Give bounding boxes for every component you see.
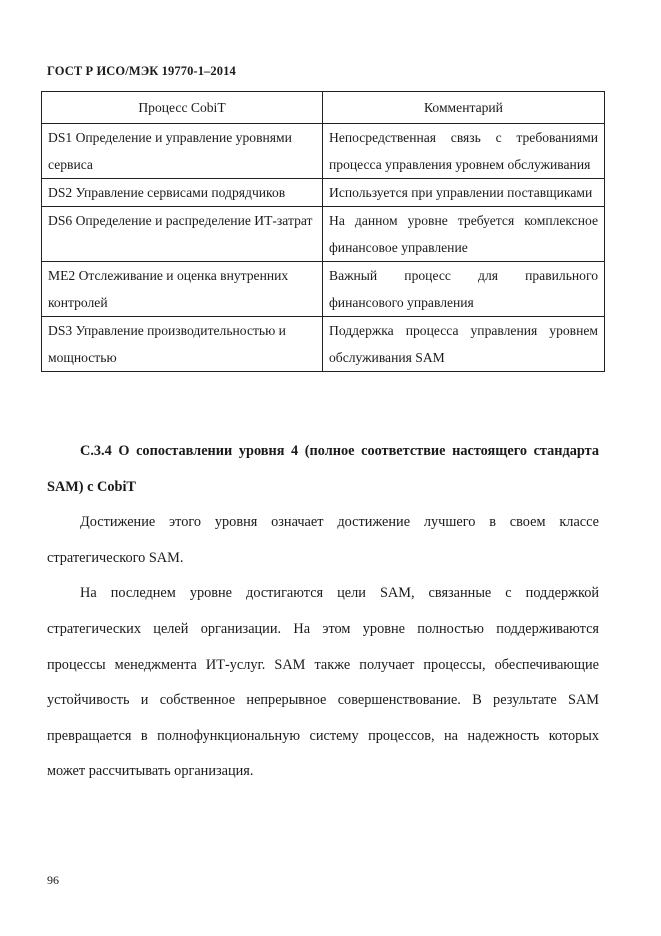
- comment-cell: На данном уровне требуется комплексное финансовое управление: [323, 207, 605, 262]
- process-cell: DS2 Управление сервисами подрядчиков: [42, 179, 323, 207]
- page-number: 96: [47, 873, 59, 887]
- paragraph: На последнем уровне достигаются цели SAM, связанные с поддержкой стратегических целей организации. На этом уровне полностью поддерживаются процессы менеджмента ИТ-услуг. SAM также получает процессы, обеспечивающие устойчивость и собственное непрерывное совершенствование. В результате SAM превращается в полнофункциональную систему процессов, на надежность которых может рассчитывать организация.: [47, 585, 599, 780]
- comment-cell: Непосредственная связь с требованиями процесса управления уровнем обслуживания: [323, 124, 605, 179]
- table-header-row: [42, 92, 605, 124]
- table-row: [42, 317, 605, 372]
- section-heading: С.3.4 О сопоставлении уровня 4 (полное соответствие настоящего стандарта SAM) с CobiT: [47, 443, 599, 495]
- table-row: [42, 262, 605, 317]
- comment-cell: Поддержка процесса управления уровнем обслуживания SAM: [323, 317, 605, 372]
- table-row: [42, 179, 605, 207]
- document-header: ГОСТ Р ИСО/МЭК 19770-1–2014: [47, 64, 236, 78]
- comment-cell: Используется при управлении поставщиками: [323, 179, 605, 207]
- cobit-process-table: [41, 91, 605, 372]
- process-cell: DS3 Управление производительностью и мощностью: [42, 317, 323, 372]
- section-body: [47, 434, 599, 790]
- process-cell: ME2 Отслеживание и оценка внутренних контролей: [42, 262, 323, 317]
- column-header-comment: Комментарий: [323, 92, 605, 124]
- paragraph: Достижение этого уровня означает достижение лучшего в своем классе стратегического SAM.: [47, 514, 599, 566]
- table-row: [42, 207, 605, 262]
- comment-cell: Важный процесс для правильного финансового управления: [323, 262, 605, 317]
- column-header-process: Процесс CobiT: [42, 92, 323, 124]
- process-cell: DS6 Определение и распределение ИТ-затрат: [42, 207, 323, 262]
- process-cell: DS1 Определение и управление уровнями сервиса: [42, 124, 323, 179]
- table-row: [42, 124, 605, 179]
